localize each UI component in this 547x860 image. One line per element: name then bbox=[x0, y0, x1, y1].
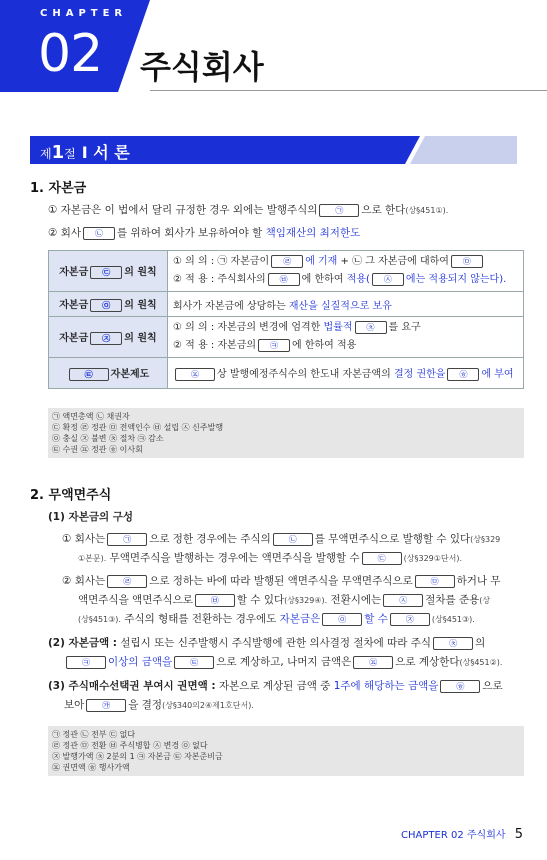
text: 자본금 bbox=[59, 267, 89, 279]
highlight-text: 에 부여 bbox=[481, 369, 514, 381]
text: 보아 bbox=[64, 699, 85, 711]
text: 전환시에는 bbox=[330, 594, 382, 606]
text: + ㉡ 그 자본금에 대하여 bbox=[340, 256, 449, 267]
section-bar bbox=[30, 136, 517, 164]
blank-box: ㉥ bbox=[195, 594, 235, 607]
text: 하거나 무 bbox=[456, 575, 501, 587]
heading-no-par: 2. 무액면주식 bbox=[30, 488, 112, 503]
row-label bbox=[49, 251, 168, 292]
table-row bbox=[49, 317, 524, 358]
row-label bbox=[49, 358, 168, 389]
text: 의 bbox=[475, 637, 486, 649]
section-prefix: 제 bbox=[40, 147, 52, 161]
row-label bbox=[49, 317, 168, 358]
capital-principles-table bbox=[48, 250, 524, 389]
chapter-number: 02 bbox=[38, 24, 103, 84]
reference: ①본문). bbox=[78, 554, 107, 563]
note-line: ㉬ 권면액 ㉭ 행사가액 bbox=[52, 763, 130, 772]
text: 을 결정 bbox=[128, 699, 163, 711]
text: 자본제도 bbox=[110, 369, 150, 381]
table-row bbox=[49, 358, 524, 389]
blank-box: ㉩ bbox=[355, 321, 387, 334]
table-row bbox=[49, 251, 524, 292]
text: 를 무액면주식으로 발행할 수 있다 bbox=[314, 533, 471, 545]
text: ① 의 의 : ㉠ 자본금이 bbox=[173, 256, 270, 267]
row-content bbox=[168, 251, 524, 292]
section-suffix: 절 bbox=[64, 147, 76, 161]
highlight-text: 재산을 실질적으로 보유 bbox=[288, 300, 392, 312]
text: 액면주식을 액면주식으로 bbox=[78, 594, 193, 606]
highlight-text: 적용( bbox=[346, 274, 370, 285]
blank-box: ㉨ bbox=[390, 613, 430, 626]
blank-box: ㉧ bbox=[322, 613, 362, 626]
section-title: I 서 론 bbox=[81, 143, 130, 162]
text: ② 회사 bbox=[48, 227, 82, 239]
row-content bbox=[168, 317, 524, 358]
note-line: ㉧ 충실 ㉨ 불변 ㉩ 절차 ㉪ 감소 bbox=[52, 434, 164, 443]
text: 에 한하여 bbox=[301, 274, 344, 285]
text: 으로 정하는 바에 따라 발행된 액면주식을 무액면주식으로 bbox=[149, 575, 413, 587]
highlight-text: 결정 권한을 bbox=[393, 369, 446, 381]
text: 무액면주식을 발행하는 경우에는 액면주식을 발행할 수 bbox=[109, 552, 360, 564]
text: 으로 계상한다 bbox=[395, 656, 460, 668]
blank-box: ㉨ bbox=[90, 332, 122, 345]
text: 의 원칙 bbox=[124, 267, 157, 279]
text: 으로 한다 bbox=[361, 204, 406, 216]
blank-box: ㉤ bbox=[451, 255, 483, 268]
sub-heading-2-line-1 bbox=[48, 634, 485, 652]
text: 의 원칙 bbox=[124, 300, 157, 312]
text: ② 적 용 : 주식회사의 bbox=[173, 274, 266, 285]
text: 자본금 bbox=[59, 333, 89, 345]
blank-box: ㉪ bbox=[66, 656, 106, 669]
section-heading bbox=[40, 140, 130, 163]
footer-chapter: CHAPTER 02 bbox=[401, 830, 464, 841]
item-a-line-1 bbox=[62, 530, 500, 549]
blank-box: ㉦ bbox=[383, 594, 423, 607]
highlight-text: 이상의 금액을 bbox=[108, 656, 173, 668]
capital-line-2 bbox=[48, 224, 360, 242]
text: 으로 계상하고, 나머지 금액은 bbox=[216, 656, 352, 668]
sub-heading-3-line-2 bbox=[64, 696, 254, 715]
chapter-title: 주식회사 bbox=[140, 48, 264, 86]
text: 으로 정한 경우에는 주식의 bbox=[149, 533, 271, 545]
sub-heading-3: (3) 주식매수선택권 부여시 권면액 : bbox=[48, 680, 216, 692]
text: 의 원칙 bbox=[124, 333, 157, 345]
text: 자본으로 계상된 금액 중 bbox=[218, 680, 331, 692]
reference: (상§451③). bbox=[431, 615, 475, 624]
highlight-text: 에 기재 bbox=[305, 256, 338, 267]
chapter-label: CHAPTER bbox=[40, 8, 128, 19]
highlight-text: 1주에 해당하는 금액을 bbox=[333, 680, 439, 692]
text: 를 요구 bbox=[388, 322, 421, 333]
row-content bbox=[168, 358, 524, 389]
blank-box: ㉪ bbox=[258, 339, 290, 352]
blank-box: ㉭ bbox=[447, 368, 479, 381]
page-number: 5 bbox=[514, 827, 523, 842]
text: 에 한하여 적용 bbox=[292, 340, 357, 351]
sub-heading-2-line-2 bbox=[64, 653, 502, 672]
blank-box: ㉡ bbox=[83, 227, 115, 240]
item-b-line-2 bbox=[78, 591, 490, 610]
blank-box: ㉩ bbox=[433, 637, 473, 650]
reference: (상§451①). bbox=[405, 206, 449, 215]
note-line: ㉨ 발행가액 ㉩ 2분의 1 ㉪ 자본금 ㉫ 자본준비금 bbox=[52, 752, 223, 761]
highlight-text: 할 수 bbox=[364, 613, 388, 625]
blank-box: ㉣ bbox=[107, 575, 147, 588]
reference: (상§329④). bbox=[284, 596, 328, 605]
header-rule bbox=[150, 90, 547, 91]
text: ① 자본금은 이 법에서 달리 규정한 경우 외에는 발행주식의 bbox=[48, 204, 318, 216]
item-a-line-2 bbox=[78, 549, 462, 568]
row-content bbox=[168, 292, 524, 317]
blank-box: ㉬ bbox=[175, 368, 215, 381]
row-label bbox=[49, 292, 168, 317]
text: 상 발행예정주식수의 한도내 자본금액의 bbox=[217, 369, 391, 381]
section-num: 1 bbox=[51, 142, 65, 163]
blank-box: ㉣ bbox=[271, 255, 303, 268]
blank-box: ㉫ bbox=[69, 368, 109, 381]
blank-box: ㉮ bbox=[86, 699, 126, 712]
note-line: ㉫ 수권 ㉬ 정관 ㉭ 이사회 bbox=[52, 445, 143, 454]
reference: (상§451③). bbox=[78, 615, 121, 624]
heading-capital: 1. 자본금 bbox=[30, 181, 87, 196]
blank-box: ㉡ bbox=[273, 533, 313, 546]
answer-note-1 bbox=[48, 408, 524, 458]
note-line: ㉠ 액면총액 ㉡ 채권자 bbox=[52, 412, 130, 421]
answer-note-2 bbox=[48, 726, 524, 776]
reference: (상 bbox=[479, 596, 491, 605]
item-b-line-3 bbox=[78, 610, 475, 629]
blank-box: ㉦ bbox=[372, 273, 404, 286]
highlight-text: 에는 적용되지 않는다). bbox=[405, 274, 507, 285]
footer-title: 주식회사 bbox=[466, 830, 506, 841]
blank-box: ㉫ bbox=[174, 656, 214, 669]
text: 자본금 bbox=[59, 300, 89, 312]
text: 회사가 자본금에 상당하는 bbox=[173, 300, 286, 312]
text: ① 의 의 : 자본금의 변경에 엄격한 bbox=[173, 322, 321, 333]
page-footer bbox=[401, 826, 523, 842]
reference: (상§451②). bbox=[459, 658, 503, 667]
text: 할 수 있다 bbox=[236, 594, 285, 606]
section-bar-light bbox=[410, 136, 517, 164]
reference: (상§329①단서). bbox=[403, 554, 463, 563]
note-line: ㉢ 확정 ㉣ 정관 ㉤ 전액인수 ㉥ 설립 ㉦ 신주발행 bbox=[52, 423, 224, 432]
blank-box: ㉤ bbox=[415, 575, 455, 588]
text: 설립시 또는 신주발행시 주식발행에 관한 의사결정 절차에 따라 주식 bbox=[120, 637, 432, 649]
note-line: ㉠ 정관 ㉡ 전부 ㉢ 없다 bbox=[52, 730, 136, 739]
blank-box: ㉢ bbox=[90, 266, 122, 279]
text: 으로 bbox=[482, 680, 503, 692]
note-line: ㉣ 정관 ㉤ 전환 ㉥ 주식병합 ㉦ 변경 ㉧ 없다 bbox=[52, 741, 208, 750]
text: 절차를 준용 bbox=[425, 594, 480, 606]
item-b-line-1 bbox=[62, 572, 501, 590]
blank-box: ㉠ bbox=[107, 533, 147, 546]
text: ② 회사는 bbox=[62, 575, 106, 587]
text: ① 회사는 bbox=[62, 533, 106, 545]
blank-box: ㉥ bbox=[268, 273, 300, 286]
blank-box: ㉬ bbox=[353, 656, 393, 669]
text: 주식의 형태를 전환하는 경우에도 bbox=[124, 613, 277, 625]
sub-heading-1: (1) 자본금의 구성 bbox=[48, 511, 134, 523]
sub-heading-2: (2) 자본금액 : bbox=[48, 637, 117, 649]
sub-heading-3-line-1 bbox=[48, 677, 503, 695]
highlight-text: 법률적 bbox=[323, 322, 353, 333]
reference: (상§329 bbox=[470, 535, 501, 544]
highlight-text: 책임재산의 최저한도 bbox=[265, 227, 361, 239]
highlight-text: 자본금은 bbox=[279, 613, 321, 625]
blank-box: ㉭ bbox=[440, 680, 480, 693]
chapter-header bbox=[0, 0, 547, 110]
table-row bbox=[49, 292, 524, 317]
blank-box: ㉠ bbox=[319, 204, 359, 217]
blank-box: ㉧ bbox=[90, 299, 122, 312]
reference: (상§340의2④제1호단서). bbox=[162, 701, 254, 710]
text: 를 위하여 회사가 보유하여야 할 bbox=[117, 227, 263, 239]
capital-line-1 bbox=[48, 201, 448, 220]
text: ② 적 용 : 자본금의 bbox=[173, 340, 257, 351]
blank-box: ㉢ bbox=[362, 552, 402, 565]
